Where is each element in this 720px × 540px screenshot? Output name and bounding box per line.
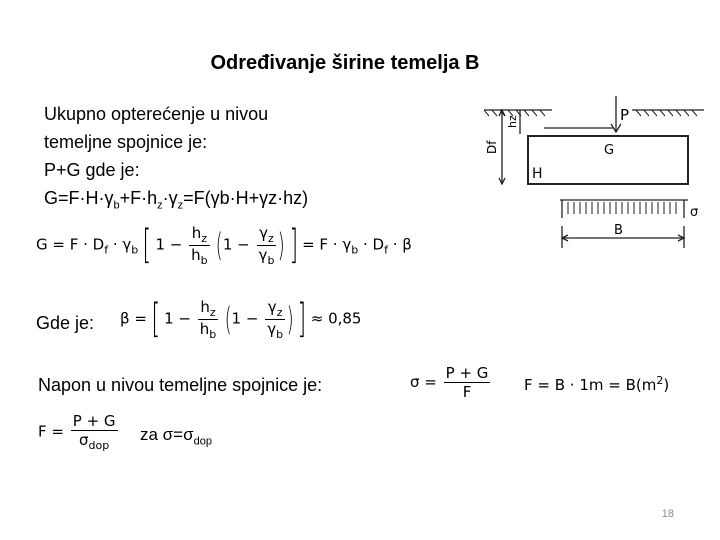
- formula-text: γ: [258, 245, 268, 264]
- g-formula: [44, 188, 308, 212]
- label-P: P: [620, 106, 630, 124]
- formula-sub: dop: [193, 435, 212, 448]
- formula-text: γ: [267, 297, 277, 316]
- formula-text: ≈ 0,85: [310, 309, 362, 328]
- fraction-gz-gb: [265, 298, 285, 341]
- formula-text: ): [663, 376, 670, 394]
- formula-sub: b: [351, 243, 359, 257]
- formula-text: za σ=σ: [140, 425, 194, 444]
- formula-text: σ: [79, 431, 89, 449]
- formula-text: F: [462, 383, 472, 401]
- fraction-sigma: [444, 364, 491, 401]
- fraction-final: [71, 412, 118, 452]
- formula-text: · β: [387, 235, 412, 254]
- g-formula-part: =F(γb·H+γz·hz): [183, 188, 309, 208]
- label-H: H: [532, 166, 543, 182]
- g-formula-sub: z: [157, 199, 163, 212]
- intro-line-2: temeljne spojnice je:: [44, 132, 208, 152]
- label-hz: hz: [506, 115, 519, 128]
- formula-sub: b: [267, 253, 275, 267]
- formula-sigma: [410, 364, 492, 401]
- formula-text: 1 −: [155, 235, 183, 254]
- label-G: G: [604, 143, 615, 158]
- formula-sub: b: [276, 327, 284, 341]
- formula-sub: f: [104, 243, 109, 257]
- formula-g-expanded: $G = F \cdot D_f \cdot \gamma_b$ [ 1 − $\frac{h_z}{h_b}$ (1 − $\frac{\gamma_z}{\gamma_b}$ ) ] = $F \cdot \gamma_b \cdot D_f \cdot \beta$: [36, 222, 412, 268]
- foundation-diagram: [484, 88, 704, 258]
- formula-sub: z: [201, 231, 207, 245]
- formula-sub: b: [131, 243, 139, 257]
- formula-beta: β = [ 1 − $\frac{h_z}{h_b}$ (1 − $\frac{\gamma_z}{\gamma_b}$ ) ] ≈ 0,85: [120, 296, 362, 342]
- label-sigma: σ: [690, 205, 699, 220]
- formula-text: h: [191, 245, 201, 264]
- fraction-gz-gb: [257, 224, 277, 267]
- formula-text: · γ: [108, 235, 132, 254]
- formula-text: P + G: [72, 412, 116, 430]
- formula-text: γ: [259, 223, 269, 242]
- formula-sup: 2: [656, 374, 664, 387]
- formula-text: h: [191, 223, 202, 242]
- formula-sub: z: [276, 305, 283, 319]
- formula-text: F = B · 1m = B(m: [524, 376, 657, 394]
- slide-title: Određivanje širine temelja B: [210, 52, 480, 74]
- formula-text: · D: [358, 235, 385, 254]
- formula-text: G = F · D: [36, 235, 105, 254]
- formula-text: β =: [120, 309, 147, 328]
- formula-text: 1 −: [222, 235, 250, 254]
- g-formula-part: G=F·H·γ: [44, 188, 114, 208]
- formula-final: [38, 412, 120, 452]
- formula-sub: b: [200, 253, 208, 267]
- formula-text: 1 −: [164, 309, 191, 328]
- formula-text: F =: [38, 422, 64, 441]
- beta-label: Gde je:: [36, 313, 95, 333]
- formula-text: = F · γ: [302, 235, 352, 254]
- label-B: B: [614, 223, 623, 238]
- sigma-condition: [140, 425, 212, 447]
- formula-sub: b: [209, 327, 217, 341]
- napon-label: Napon u nivou temeljne spojnice je:: [38, 375, 323, 395]
- g-formula-part: ·γ: [162, 188, 178, 208]
- formula-sub: z: [209, 305, 216, 319]
- g-formula-part: +F·h: [119, 188, 158, 208]
- formula-text: P + G: [445, 364, 489, 382]
- fraction-hz-hb: [198, 298, 219, 341]
- fraction-hz-hb: [189, 224, 210, 267]
- intro-line-3: P+G gde je:: [44, 160, 140, 180]
- page-number: 18: [661, 508, 674, 520]
- intro-line-1: Ukupno opterećenje u nivou: [44, 104, 269, 124]
- formula-text: h: [200, 297, 210, 316]
- g-formula-sub: z: [177, 199, 184, 212]
- g-formula-sub: b: [113, 199, 120, 212]
- formula-text: σ =: [410, 373, 437, 391]
- formula-area: [524, 374, 669, 394]
- formula-sub: z: [268, 231, 274, 245]
- label-Df: Df: [485, 140, 499, 154]
- formula-sub: dop: [88, 439, 110, 452]
- formula-text: 1 −: [231, 309, 259, 328]
- formula-text: γ: [267, 319, 277, 338]
- formula-text: h: [199, 319, 210, 338]
- formula-sub: f: [384, 243, 388, 257]
